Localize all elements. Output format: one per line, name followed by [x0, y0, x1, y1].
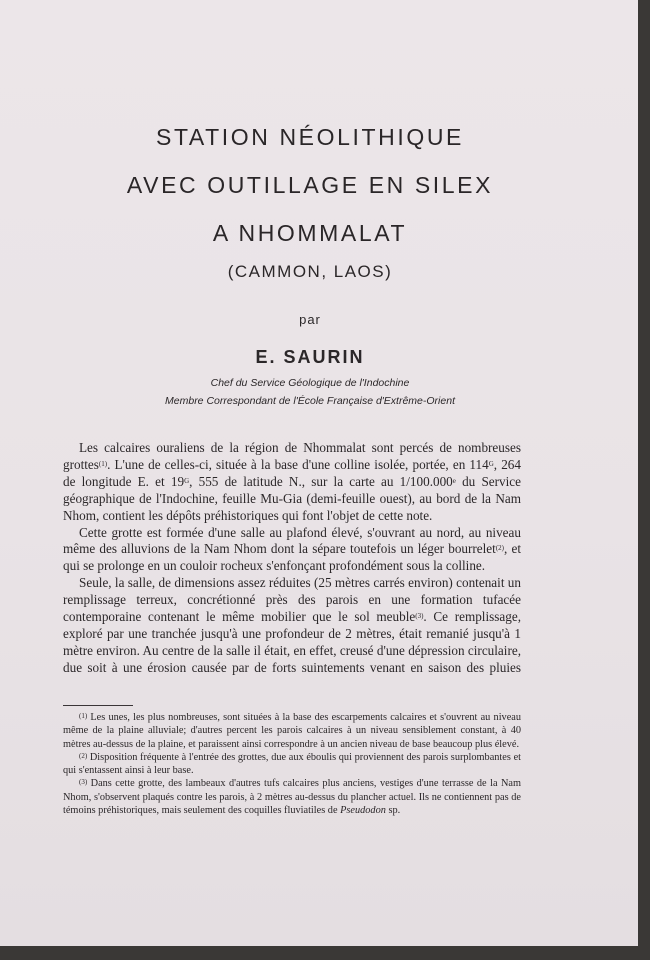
- paragraph-3: Seule, la salle, de dimensions assez réduites (25 mètres carrés environ) contenait un remplissage terreux, concrétionné près des parois en une formation tufacée contemporaine contenant le même mobilier que le sol meuble$^{(3)}$. Ce remplissage, exploré par une tranchée jusqu'à une profondeur de 2 mètres, était remanié jusqu'à 1 mètre environ. Au centre de la salle il était, en effet, creusé d'une dépression circulaire, due soit à une érosion causée par de forts suintements venant en saison des pluies: [63, 575, 521, 675]
- footnote-1: $^{(1)}$ Les unes, les plus nombreuses, sont situées à la base des escarpements calcaires et s'ouvrent au niveau même de la plaine alluviale; d'autres percent les parois calcaires à un niveau sensiblement constant, à 40 mètres au-dessus de la plaine, et paraissent ainsi correspondre à un ancien niveau de base beaucoup plus élevé.: [63, 712, 521, 750]
- author-name: E. SAURIN: [255, 347, 365, 367]
- footnotes: [63, 711, 521, 817]
- author-affiliation-1: Chef du Service Géologique de l'Indochine: [210, 377, 410, 389]
- title-line-3: A NHOMMALAT: [212, 220, 408, 246]
- footnote-ref-2: (2): [495, 544, 504, 553]
- body-text: [63, 440, 521, 677]
- footnote-ref-3: (3): [415, 612, 424, 621]
- footnote-ref-1: (1): [98, 459, 108, 468]
- subtitle: (CAMMON, LAOS): [227, 262, 393, 281]
- by-line: par: [299, 312, 321, 327]
- paragraph-1: Les calcaires ouraliens de la région de Nhommalat sont percés de nombreuses grottes$^{(1)}$. L'une de celles-ci, située à la base d'une colline isolée, portée, en $114^G$, 264 de longitude E. et $19^G$, 555 de latitude N., sur la carte au 1/100.000e du Service géographique de l'Indochine, feuille Mu-Gia (demi-feuille ouest), au bord de la Nam Nhom, contient les dépôts préhistoriques qui font l'objet de cette note.: [63, 440, 521, 523]
- title-line-1: STATION NÉOLITHIQUE: [156, 124, 464, 150]
- author-affiliation-2: Membre Correspondant de l'École Française d'Extrême-Orient: [165, 395, 455, 407]
- title-line-2: AVEC OUTILLAGE EN SILEX: [126, 172, 494, 198]
- footnote-2: $^{(2)}$ Disposition fréquente à l'entrée des grottes, due aux éboulis qui proviennent des parois surplombantes et qui s'entassent ainsi à leur base.: [63, 751, 521, 777]
- footnote-3: $^{(3)}$ Dans cette grotte, des lambeaux d'autres tufs calcaires plus anciens, vestiges d'une terrasse de la Nam Nhom, s'observent plaqués contre les parois, à 2 mètres au-dessus du plancher actuel. Ils ne contiennent pas de témoins préhistoriques, mais seulement des coquilles fluviatiles de Pseudodon sp.: [63, 778, 521, 817]
- paragraph-2: Cette grotte est formée d'une salle au plafond élevé, s'ouvrant au nord, au niveau même des alluvions de la Nam Nhom dont la sépare toutefois un léger bourrelet$^{(2)}$, et qui se prolonge en un couloir rocheux s'enfonçant profondément sous la colline.: [63, 524, 521, 574]
- footnote-divider: [63, 705, 133, 706]
